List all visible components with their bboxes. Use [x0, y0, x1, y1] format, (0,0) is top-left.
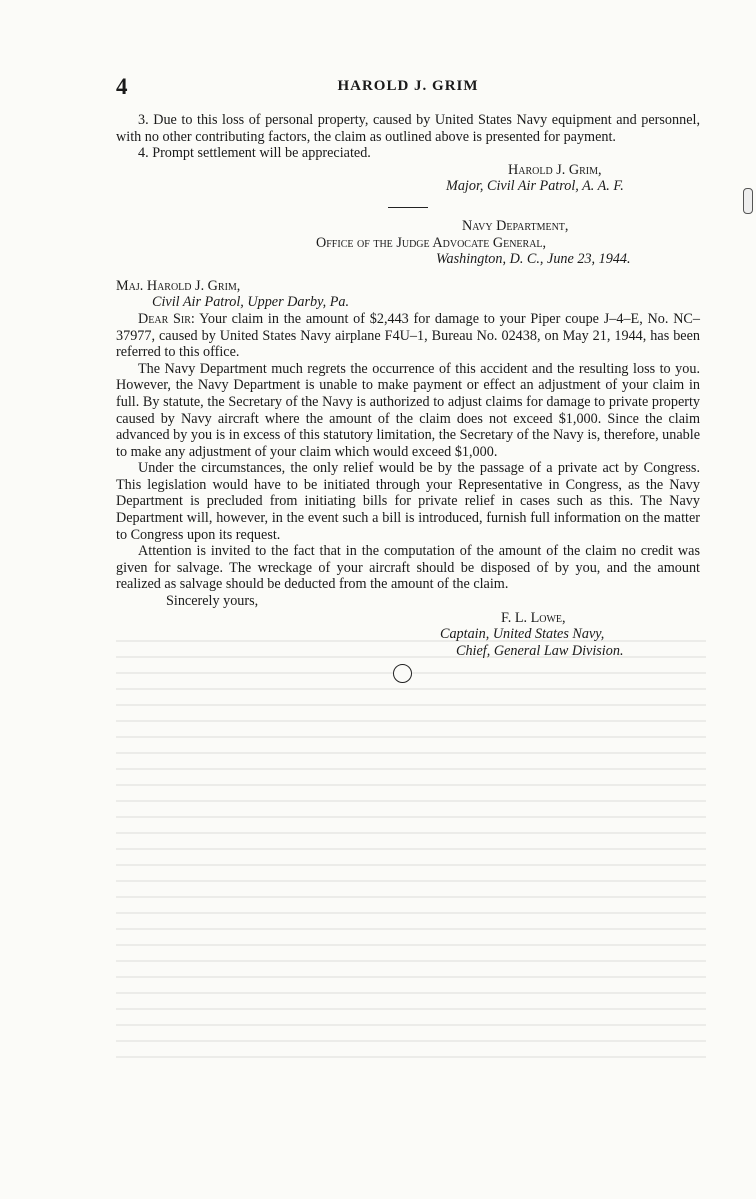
recipient-block — [116, 278, 700, 311]
document-body — [116, 112, 700, 659]
letter-paragraph-3: Under the circumstances, the only relief would be by the passage of a private act by Congress. This legislation would have to be initiated through your Representative in Congress, as the Navy Department is precluded from initiating bills for private relief in cases such as this. The Navy Department will, however, in the event such a bill is introduced, furnish full information on the matter to Congress upon its request. — [116, 460, 700, 543]
signature-title: Major, Civil Air Patrol, A. A. F. — [446, 178, 624, 195]
sender-address — [116, 218, 700, 268]
signature-name: Harold J. Grim, — [508, 161, 602, 178]
recipient-place: Civil Air Patrol, Upper Darby, Pa. — [152, 294, 350, 311]
letter-paragraph-1 — [116, 311, 700, 361]
running-head: HAROLD J. GRIM — [337, 78, 479, 94]
paragraph-4: 4. Prompt settlement will be appreciated. — [138, 145, 371, 162]
address-line-2: Office of the Judge Advocate General, — [316, 234, 547, 251]
recipient-name: Maj. Harold J. Grim, — [116, 277, 241, 294]
page-number: 4 — [116, 74, 128, 99]
signature-title-2: Chief, General Law Division. — [456, 642, 624, 659]
closing: Sincerely yours, — [166, 593, 259, 610]
page-header — [116, 74, 700, 104]
signature-block-lowe — [116, 610, 700, 660]
bleed-through-texture — [116, 640, 706, 1060]
letter-paragraph-4: Attention is invited to the fact that in the computation of the amount of the claim no credit was given for salvage. The wreckage of your aircraft should be disposed of by you, and the amount realized as salvage should be deducted from the amount of the claim. — [116, 543, 700, 593]
salutation: Dear Sir: — [138, 310, 195, 327]
signature-title-1: Captain, United States Navy, — [440, 626, 605, 643]
binding-hole — [743, 188, 753, 214]
signature-block-grim — [116, 162, 700, 195]
signature-name: F. L. Lowe, — [501, 609, 566, 626]
letter-paragraph-1-text: Your claim in the amount of $2,443 for damage to your Piper coupe J–4–E, No. NC–37977, caused by United States Navy airplane F4U–1, Bureau No. 02438, on May 21, 1944, has been referred to this office. — [116, 310, 700, 361]
punch-hole — [393, 664, 412, 683]
address-line-1: Navy Department, — [462, 217, 569, 234]
letter-paragraph-2: The Navy Department much regrets the occurrence of this accident and the resulting loss to you. However, the Navy Department is unable to make payment or effect an adjustment of your claim in full. By statute, the Secretary of the Navy is authorized to adjust claims for damage to private property caused by Navy aircraft where the amount of the claim does not exceed $1,000. Since the claim advanced by you is in excess of this statutory limitation, the Secretary of the Navy is, therefore, unable to make any adjustment of your claim which would exceed $1,000. — [116, 360, 700, 460]
divider-rule — [388, 207, 428, 208]
paragraph-3: 3. Due to this loss of personal property, caused by United States Navy equipment and personnel, with no other contributing factors, the claim as outlined above is presented for payment. — [116, 112, 700, 145]
address-date-line: Washington, D. C., June 23, 1944. — [436, 251, 631, 268]
